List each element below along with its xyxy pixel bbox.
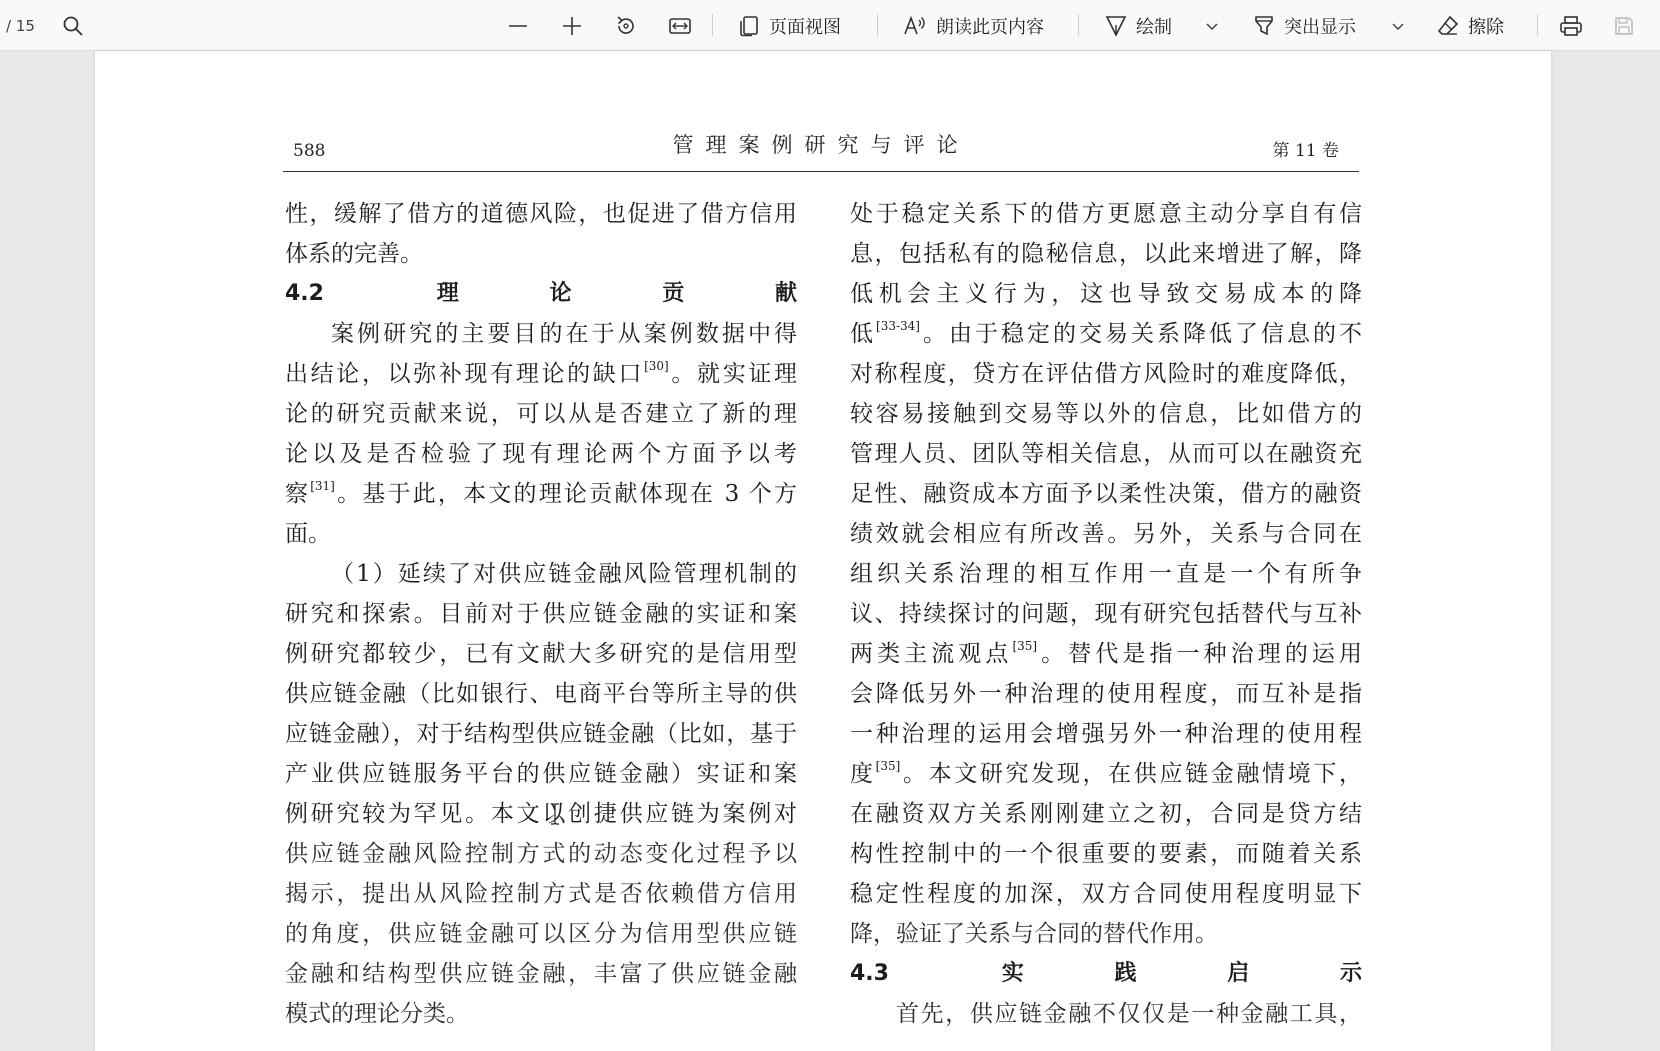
draw-icon (1104, 13, 1128, 39)
citation[interactable]: [33-34] (876, 319, 920, 333)
page-number: 588 (293, 141, 326, 161)
toolbar-divider (877, 14, 878, 36)
toolbar-divider (712, 14, 713, 36)
highlight-label: 突出显示 (1284, 16, 1356, 38)
paragraph-line: 议、持续探讨的问题，现有研究包括替代与互补 (850, 601, 1362, 627)
paragraph-line: 在融资双方关系刚刚建立之初，合同是贷方结 (850, 801, 1362, 827)
paragraph-line: 首先，供应链金融不仅仅是一种金融工具， (896, 1001, 1362, 1027)
line-text: 。由于稳定的交易关系降低了信息的不 (919, 321, 1363, 347)
draw-options-button[interactable] (1205, 0, 1219, 51)
paragraph-line: 供应链金融风险控制方式的动态变化过程予以 (285, 841, 797, 867)
paragraph-line: 的角度，供应链金融可以区分为信用型供应链 (285, 921, 797, 947)
zoom-out-button[interactable] (507, 0, 529, 51)
paragraph-line (285, 354, 797, 394)
print-icon (1559, 14, 1583, 38)
line-text: 察 (285, 481, 311, 507)
citation[interactable]: [31] (310, 479, 335, 493)
paragraph-line: 息，包括私有的隐秘信息，以此来增进了解，降 (850, 241, 1362, 267)
section-number: 4.2 (285, 281, 324, 306)
page-view-label: 页面视图 (769, 16, 841, 38)
section-title: 实践启示 (910, 961, 1362, 986)
paragraph-line: 降，验证了关系与合同的替代作用。 (850, 921, 1218, 947)
paragraph-line: 供应链金融（比如银行、电商平台等所主导的供 (285, 681, 797, 707)
draw-label: 绘制 (1136, 16, 1172, 38)
running-header (283, 131, 1359, 172)
read-aloud-button[interactable] (902, 0, 1044, 51)
citation[interactable]: [30] (644, 359, 669, 373)
search-button[interactable] (62, 0, 84, 51)
paragraph-line (850, 314, 1362, 354)
read-aloud-icon (902, 14, 928, 38)
line-text: 。基于此，本文的理论贡献体现在 3 个方 (334, 481, 798, 507)
chevron-down-icon (1391, 19, 1405, 33)
citation[interactable]: [35] (1012, 639, 1038, 653)
highlight-icon (1252, 13, 1276, 39)
paragraph-line: 论以及是否检验了现有理论两个方面予以考 (285, 441, 797, 467)
paragraph-line (285, 474, 797, 514)
paragraph-line: 案例研究的主要目的在于从案例数据中得 (331, 321, 797, 347)
eraser-icon (1436, 14, 1460, 38)
paragraph-line: 金融和结构型供应链金融，丰富了供应链金融 (285, 961, 797, 987)
paragraph-line: 产业供应链服务平台的供应链金融）实证和案 (285, 761, 797, 787)
line-text: 度 (850, 761, 876, 787)
page-count: / 15 (6, 16, 35, 35)
paragraph-line: 低机会主义行为，这也导致交易成本的降 (850, 281, 1362, 307)
paragraph-line: 处于稳定关系下的借方更愿意主动分享自有信 (850, 201, 1362, 227)
paragraph-line: （1）延续了对供应链金融风险管理机制的 (331, 561, 797, 587)
zoom-in-button[interactable] (561, 0, 583, 51)
volume-label: 第 11 卷 (1272, 141, 1339, 161)
line-text: 低 (850, 321, 877, 347)
paragraph-line: 对称程度，贷方在评估借方风险时的难度降低， (850, 361, 1362, 387)
paragraph-line: 例研究较为罕见。本文以创捷供应链为案例对 (285, 801, 797, 827)
paragraph-line: 应链金融），对于结构型供应链金融（比如，基于 (285, 721, 797, 747)
line-text: 出结论，以弥补现有理论的缺口 (285, 361, 645, 387)
citation[interactable]: [35] (875, 759, 901, 773)
zoom-in-icon (561, 15, 583, 37)
paragraph-line: 较容易接触到交易等以外的信息，比如借方的 (850, 401, 1362, 427)
paragraph-line (850, 754, 1362, 794)
toolbar-divider (1537, 14, 1538, 36)
paragraph-line (850, 634, 1362, 674)
rotate-icon (614, 14, 638, 38)
pdf-toolbar (0, 0, 1660, 51)
page-view-icon (737, 14, 761, 38)
zoom-out-icon (507, 15, 529, 37)
document-page (95, 51, 1551, 1051)
paragraph-line: 面。 (285, 521, 331, 547)
erase-button[interactable] (1436, 0, 1504, 51)
paragraph-line: 体系的完善。 (285, 241, 423, 267)
highlight-button[interactable] (1252, 0, 1356, 51)
paragraph-line: 管理人员、团队等相关信息，从而可以在融资充 (850, 441, 1362, 467)
section-number: 4.3 (850, 961, 889, 986)
save-button[interactable] (1613, 0, 1635, 51)
paragraph-line: 一种治理的运用会增强另外一种治理的使用程 (850, 721, 1362, 747)
paragraph-line: 足性、融资成本方面予以柔性决策，借方的融资 (850, 481, 1362, 507)
paragraph-line: 例研究都较少，已有文献大多研究的是信用型 (285, 641, 797, 667)
line-text: 两类主流观点 (850, 641, 1013, 667)
line-text: 。就实证理 (668, 361, 798, 387)
rotate-button[interactable] (614, 0, 638, 51)
section-heading-4-2 (285, 274, 797, 314)
line-text: 。替代是指一种治理的运用 (1037, 641, 1363, 667)
paragraph-line: 论的研究贡献来说，可以从是否建立了新的理 (285, 401, 797, 427)
paragraph-line: 研究和探索。目前对于供应链金融的实证和案 (285, 601, 797, 627)
section-title: 理论贡献 (345, 281, 797, 306)
fit-width-icon (668, 14, 692, 38)
left-column (285, 194, 797, 1034)
fit-width-button[interactable] (668, 0, 692, 51)
paragraph-line: 构性控制中的一个很重要的要素，而随着关系 (850, 841, 1362, 867)
paragraph-line: 性，缓解了借方的道德风险，也促进了借方信用 (285, 201, 797, 227)
paragraph-line: 模式的理论分类。 (285, 1001, 469, 1027)
search-icon (62, 15, 84, 37)
draw-button[interactable] (1104, 0, 1172, 51)
paragraph-line: 组织关系治理的相互作用一直是一个有所争 (850, 561, 1362, 587)
print-button[interactable] (1559, 0, 1583, 51)
paragraph-line: 会降低另外一种治理的使用程度，而互补是指 (850, 681, 1362, 707)
text-cursor-icon (550, 803, 560, 825)
page-view-button[interactable] (737, 0, 841, 51)
section-heading-4-3 (850, 954, 1362, 994)
line-text: 。本文研究发现，在供应链金融情境下， (900, 761, 1363, 787)
erase-label: 擦除 (1468, 16, 1504, 38)
toolbar-divider (1078, 14, 1079, 36)
read-aloud-label: 朗读此页内容 (936, 16, 1044, 38)
highlight-options-button[interactable] (1391, 0, 1405, 51)
chevron-down-icon (1205, 19, 1219, 33)
paragraph-line: 揭示，提出从风险控制方式是否依赖借方信用 (285, 881, 797, 907)
paragraph-line: 绩效就会相应有所改善。另外，关系与合同在 (850, 521, 1362, 547)
save-icon (1613, 15, 1635, 37)
paragraph-line: 稳定性程度的加深，双方合同使用程度明显下 (850, 881, 1362, 907)
right-column (850, 194, 1362, 1034)
journal-title: 管理案例研究与评论 (672, 133, 970, 157)
